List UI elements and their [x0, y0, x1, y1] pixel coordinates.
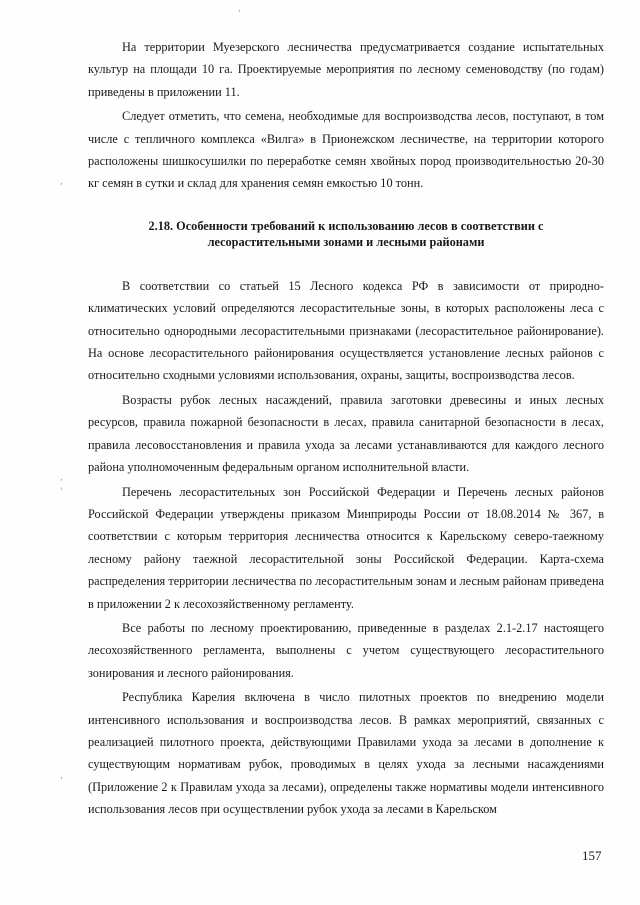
- text-column: [88, 36, 604, 821]
- section-heading-line: 2.18. Особенности требований к использованию лесов в соответствии с: [148, 218, 544, 233]
- paragraph: На территории Муезерского лесничества предусматривается создание испытательных культур на площади 10 га. Проектируемые мероприятия по лесному семеноводству (по годам) приведены в приложении 11.: [88, 40, 604, 99]
- paragraph: Перечень лесорастительных зон Российской Федерации и Перечень лесных районов Российской Федерации утверждены приказом Минприроды России от 18.08.2014 № 367, в соответствии с которым территория лесничества относится к Карельскому северо-таежному лесному району таежной лесорастительной зоны Российской Федерации. Карта-схема распределения территории лесничества по лесорастительным зонам и лесным районам приведена в приложении 2 к лесохозяйственному регламенту.: [88, 484, 604, 611]
- scan-speck: ,: [60, 177, 63, 187]
- scan-speck: ,: [60, 771, 63, 781]
- scan-speck: ': [60, 487, 63, 497]
- paragraph: Все работы по лесному проектированию, приведенные в разделах 2.1-2.17 настоящего лесохозяйственного регламента, выполнены с учетом существующего лесорастительного зонирования и лесного районирования.: [88, 620, 604, 680]
- section-heading-line: лесорастительными зонами и лесными районами: [207, 234, 485, 249]
- paragraph: Следует отметить, что семена, необходимые для воспроизводства лесов, поступают, в том числе с тепличного комплекса «Вилга» в Прионежском лесничестве, на территории которого расположены шишкосушилки по переработке семян хвойных пород производительностью 20-30 кг семян в сутки и склад для хранения семян емкостью 10 тонн.: [88, 109, 604, 191]
- paragraph: Республика Карелия включена в число пилотных проектов по внедрению модели интенсивного использования и воспроизводства лесов. В рамках мероприятий, связанных с реализацией пилотного проекта, действующими Правилами ухода за лесами в дополнение к существующим нормативам рубок, проводимых в целях ухода за лесными насаждениями (Приложение 2 к Правилам ухода за лесами), определены также нормативы модели интенсивного использования лесов при осуществлении рубок ухода за лесами в Карельском: [88, 690, 604, 817]
- paragraph: В соответствии со статьей 15 Лесного кодекса РФ в зависимости от природно-климатических условий определяются лесорастительные зоны, в которых расположены леса с относительно однородными лесорастительными признаками (лесорастительное районирование). На основе лесорастительного районирования осуществляется установление лесных районов с относительно сходными условиями использования, охраны, защиты, воспроизводства лесов.: [88, 278, 604, 383]
- scan-speck: ': [238, 9, 241, 19]
- page-number: 157: [582, 848, 602, 863]
- scan-speck: ,: [60, 473, 63, 483]
- paragraph: Возрасты рубок лесных насаждений, правила заготовки древесины и иных лесных ресурсов, правила пожарной безопасности в лесах, правила санитарной безопасности в лесах, правила лесовосстановления и правила ухода за лесами устанавливаются для каждого лесного района уполномоченным федеральным органом исполнительной власти.: [88, 392, 604, 475]
- section-heading: [88, 218, 604, 250]
